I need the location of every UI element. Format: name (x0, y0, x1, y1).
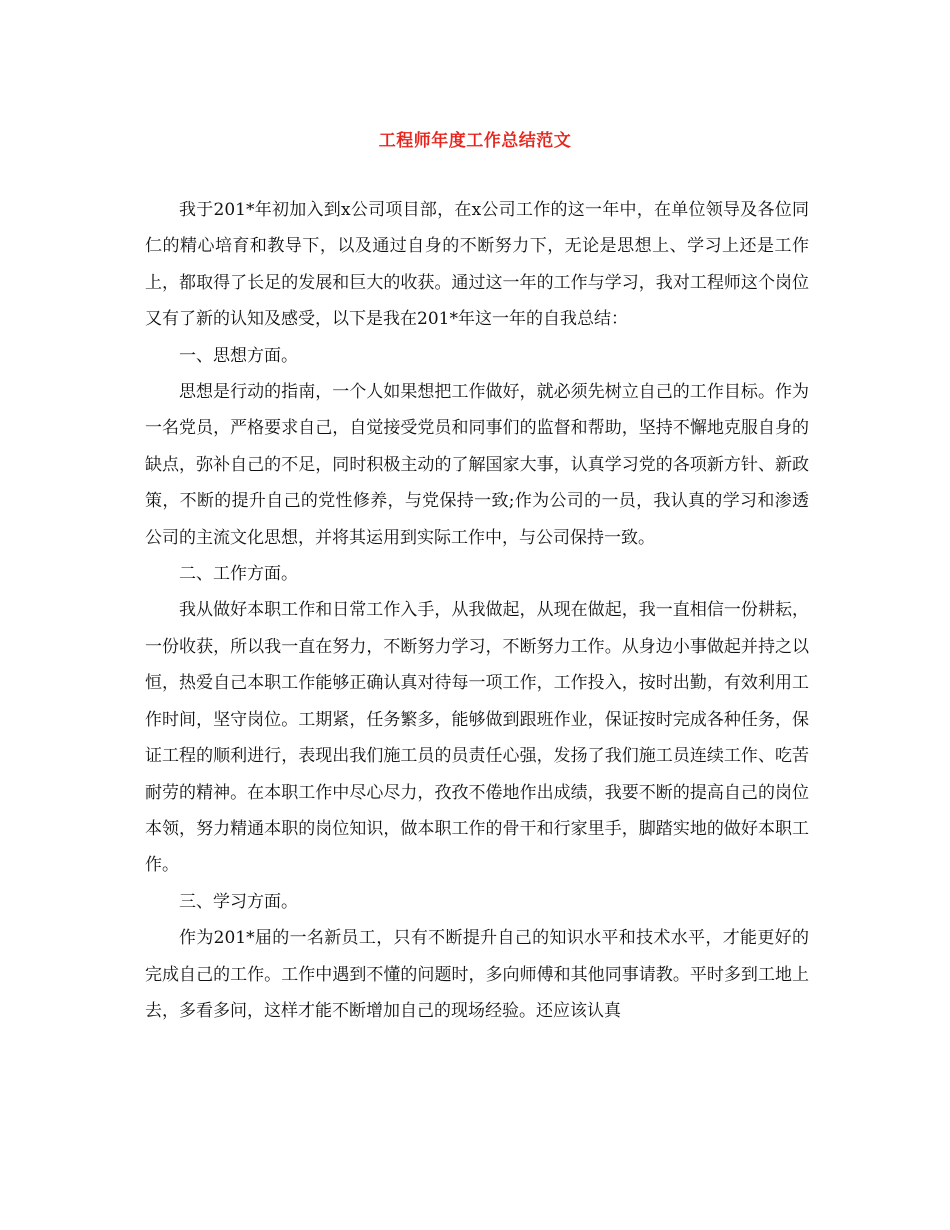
document-title: 工程师年度工作总结范文 (378, 131, 572, 151)
section-heading-thought: 一、思想方面。 (179, 345, 298, 366)
document-body (145, 192, 809, 1029)
paragraph-intro: 我于201*年初加入到x公司项目部，在x公司工作的这一年中，在单位领导及各位同仁的精心培育和教导下，以及通过自身的不断努力下，无论是思想上、学习上还是工作上，都取得了长足的发展和巨大的收获。通过这一年的工作与学习，我对工程师这个岗位又有了新的认知及感受，以下是我在201*年这一年的自我总结： (145, 200, 809, 330)
section-heading-work: 二、工作方面。 (179, 564, 298, 585)
paragraph-work: 我从做好本职工作和日常工作入手，从我做起，从现在做起，我一直相信一份耕耘，一份收获，所以我一直在努力，不断努力学习，不断努力工作。从身边小事做起并持之以恒，热爱自己本职工作能够正确认真对待每一项工作，工作投入，按时出勤，有效利用工作时间，坚守岗位。工期紧，任务繁多，能够做到跟班作业，保证按时完成各种任务，保证工程的顺利进行，表现出我们施工员的员责任心强，发扬了我们施工员连续工作、吃苦耐劳的精神。在本职工作中尽心尽力，孜孜不倦地作出成绩，我要不断的提高自己的岗位本领，努力精通本职的岗位知识，做本职工作的骨干和行家里手，脚踏实地的做好本职工作。 (145, 600, 809, 876)
paragraph-study: 作为201*届的一名新员工，只有不断提升自己的知识水平和技术水平，才能更好的完成自己的工作。工作中遇到不懂的问题时，多向师傅和其他同事请教。平时多到工地上去，多看多问，这样才能不断增加自己的现场经验。还应该认真 (145, 928, 809, 1021)
paragraph-thought: 思想是行动的指南，一个人如果想把工作做好，就必须先树立自己的工作目标。作为一名党员，严格要求自己，自觉接受党员和同事们的监督和帮助，坚持不懈地克服自身的缺点，弥补自己的不足，同时积极主动的了解国家大事，认真学习党的各项新方针、新政策，不断的提升自己的党性修养，与党保持一致;作为公司的一员，我认真的学习和渗透公司的主流文化思想，并将其运用到实际工作中，与公司保持一致。 (145, 382, 809, 548)
section-heading-study: 三、学习方面。 (179, 891, 298, 912)
